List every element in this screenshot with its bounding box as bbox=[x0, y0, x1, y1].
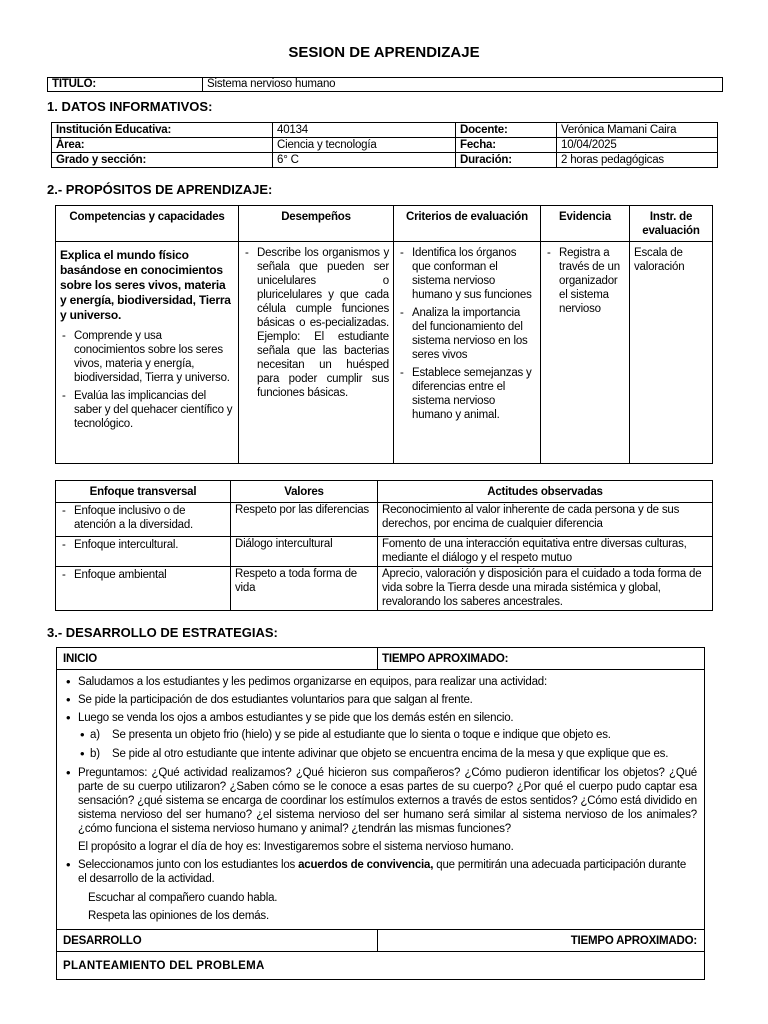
institucion-label: Institución Educativa: bbox=[52, 123, 273, 138]
evidencia-item: - Registra a través de un organizador el sistema nervioso bbox=[545, 246, 625, 316]
header-desempenos: Desempeños bbox=[239, 206, 394, 242]
header-actitudes: Actitudes observadas bbox=[378, 481, 713, 503]
titulo-table bbox=[47, 77, 723, 92]
enfoques-table bbox=[55, 480, 713, 611]
valor-text: Diálogo intercultural bbox=[231, 537, 378, 567]
fecha-label: Fecha: bbox=[456, 138, 557, 153]
institucion-value: 40134 bbox=[273, 123, 456, 138]
inicio-label: INICIO bbox=[57, 648, 378, 670]
acuerdos-bold: acuerdos de convivencia, bbox=[298, 859, 434, 871]
bullet-text: Luego se venda los ojos a ambos estudiantes y se pide que los demás estén en silencio. bbox=[78, 712, 514, 724]
enfoque-item: - Enfoque inclusivo o de atención a la diversidad. bbox=[60, 504, 226, 532]
datos-table bbox=[51, 122, 718, 168]
planteamiento-label: PLANTEAMIENTO DEL PROBLEMA bbox=[57, 952, 705, 980]
docente-label: Docente: bbox=[456, 123, 557, 138]
valor-text: Respeto a toda forma de vida bbox=[231, 567, 378, 611]
tiempo-aproximado-label: TIEMPO APROXIMADO: bbox=[378, 648, 705, 670]
grado-value: 6° C bbox=[273, 153, 456, 168]
section3-heading: 3.- DESARROLLO DE ESTRATEGIAS: bbox=[47, 625, 278, 640]
tiempo-aproximado-label: TIEMPO APROXIMADO: bbox=[378, 930, 705, 952]
header-competencias: Competencias y capacidades bbox=[56, 206, 239, 242]
section2-heading: 2.- PROPÓSITOS DE APRENDIZAJE: bbox=[47, 182, 273, 197]
duracion-label: Duración: bbox=[456, 153, 557, 168]
acuerdo-item: Escuchar al compañero cuando habla. bbox=[88, 892, 278, 904]
page-title: SESION DE APRENDIZAJE bbox=[288, 44, 480, 61]
criterio-item: - Analiza la importancia del funcionamiento del sistema nervioso en los seres vivos bbox=[398, 306, 536, 362]
criterio-item: - Establece semejanzas y diferencias entre el sistema nervioso humano y animal. bbox=[398, 366, 536, 422]
titulo-value: Sistema nervioso humano bbox=[203, 78, 723, 92]
header-instrumento: Instr. de evaluación bbox=[630, 206, 713, 242]
criterio-item: - Identifica los órganos que conforman el sistema nervioso humano y sus funciones bbox=[398, 246, 536, 302]
header-criterios: Criterios de evaluación bbox=[394, 206, 541, 242]
acuerdo-item: Respeta las opiniones de los demás. bbox=[88, 910, 269, 922]
sub-item-a bbox=[78, 728, 697, 742]
enfoque-item: - Enfoque intercultural. bbox=[60, 538, 226, 552]
docente-value: Verónica Mamani Caira bbox=[557, 123, 718, 138]
section1-heading: 1. DATOS INFORMATIVOS: bbox=[47, 99, 213, 114]
area-label: Área: bbox=[52, 138, 273, 153]
bullet-text: que permitirán una adecuada participación durante el desarrollo de la actividad. bbox=[78, 859, 687, 885]
fecha-value: 10/04/2025 bbox=[557, 138, 718, 153]
header-valores: Valores bbox=[231, 481, 378, 503]
actitud-text: Reconocimiento al valor inherente de cada persona y de sus derechos, por encima de cualquier diferencia bbox=[378, 503, 713, 537]
bullet-text: Seleccionamos junto con los estudiantes los bbox=[78, 859, 299, 871]
grado-label: Grado y sección: bbox=[52, 153, 273, 168]
actitud-text: Aprecio, valoración y disposición para el cuidado a toda forma de vida sobre la Tierra desde una mirada sistémica y global, revalorando los saberes ancestrales. bbox=[378, 567, 713, 611]
duracion-value: 2 horas pedagógicas bbox=[557, 153, 718, 168]
sub-text: Se presenta un objeto frio (hielo) y se pide al estudiante que lo sienta o toque e indique que objeto es. bbox=[112, 729, 611, 741]
competencia-text: Explica el mundo físico basándose en conocimientos sobre los seres vivos, materia y energía, biodiversidad, Tierra y universo. bbox=[60, 248, 231, 322]
estrategias-table bbox=[56, 647, 705, 980]
sub-text: Se pide al otro estudiante que intente adivinar que objeto se encuentra encima de la mesa y que explique que es. bbox=[112, 748, 669, 760]
inicio-bullet bbox=[64, 858, 697, 886]
sub-marker: • a) bbox=[90, 729, 100, 741]
sub-item-b bbox=[78, 747, 697, 761]
proposito-text: El propósito a lograr el día de hoy es: Investigaremos sobre el sistema nervioso humano. bbox=[78, 841, 514, 853]
enfoque-item: - Enfoque ambiental bbox=[60, 568, 226, 582]
instrumento-text: Escala de valoración bbox=[630, 242, 713, 464]
header-enfoque: Enfoque transversal bbox=[56, 481, 231, 503]
area-value: Ciencia y tecnología bbox=[273, 138, 456, 153]
inicio-bullet: • Saludamos a los estudiantes y les pedimos organizarse en equipos, para realizar una actividad: bbox=[64, 675, 697, 689]
inicio-bullet bbox=[64, 711, 697, 761]
inicio-bullet: • Se pide la participación de dos estudiantes voluntarios para que salgan al frente. bbox=[64, 693, 697, 707]
sub-marker: • b) bbox=[90, 748, 100, 760]
propositos-table bbox=[55, 205, 713, 464]
capacidad-item: - Evalúa las implicancias del saber y del quehacer científico y tecnológico. bbox=[60, 389, 234, 431]
inicio-bullet: • Preguntamos: ¿Qué actividad realizamos? ¿Qué hicieron sus compañeros? ¿Cómo pudieron identificar los objetos? ¿Qué parte de su cuerpo utilizaron? ¿Saben cómo se le conoce a esas partes de su cuerpo? ¿Por qué el cuerpo pudo captar esa sensación? ¿qué sistema se encarga de coordinar los estímulos externos a través de estos sentidos? ¿Cómo está dividido en sistema nervioso del ser humano? ¿el sistema nervioso del ser humano será similar al sistema nervioso de los animales? ¿cómo funciona el sistema nervioso humano y animal? ¿tendrán las mismas funciones? bbox=[64, 766, 697, 836]
header-evidencia: Evidencia bbox=[541, 206, 630, 242]
desempeno-item: - Describe los organismos y señala que pueden ser unicelulares o pluricelulares y que cada célula cumple funciones básicas o es-pecializadas. Ejemplo: El estudiante señala que las bacterias necesitan un huésped para poder cumplir sus funciones básicas. bbox=[243, 246, 389, 400]
capacidad-item: - Comprende y usa conocimientos sobre los seres vivos, materia y energía, biodiversidad, Tierra y universo. bbox=[60, 329, 234, 385]
desarrollo-label: DESARROLLO bbox=[57, 930, 378, 952]
titulo-label: TITULO: bbox=[48, 78, 203, 92]
actitud-text: Fomento de una interacción equitativa entre diversas culturas, mediante el diálogo y el respeto mutuo bbox=[378, 537, 713, 567]
inicio-content bbox=[57, 670, 705, 930]
valor-text: Respeto por las diferencias bbox=[231, 503, 378, 537]
